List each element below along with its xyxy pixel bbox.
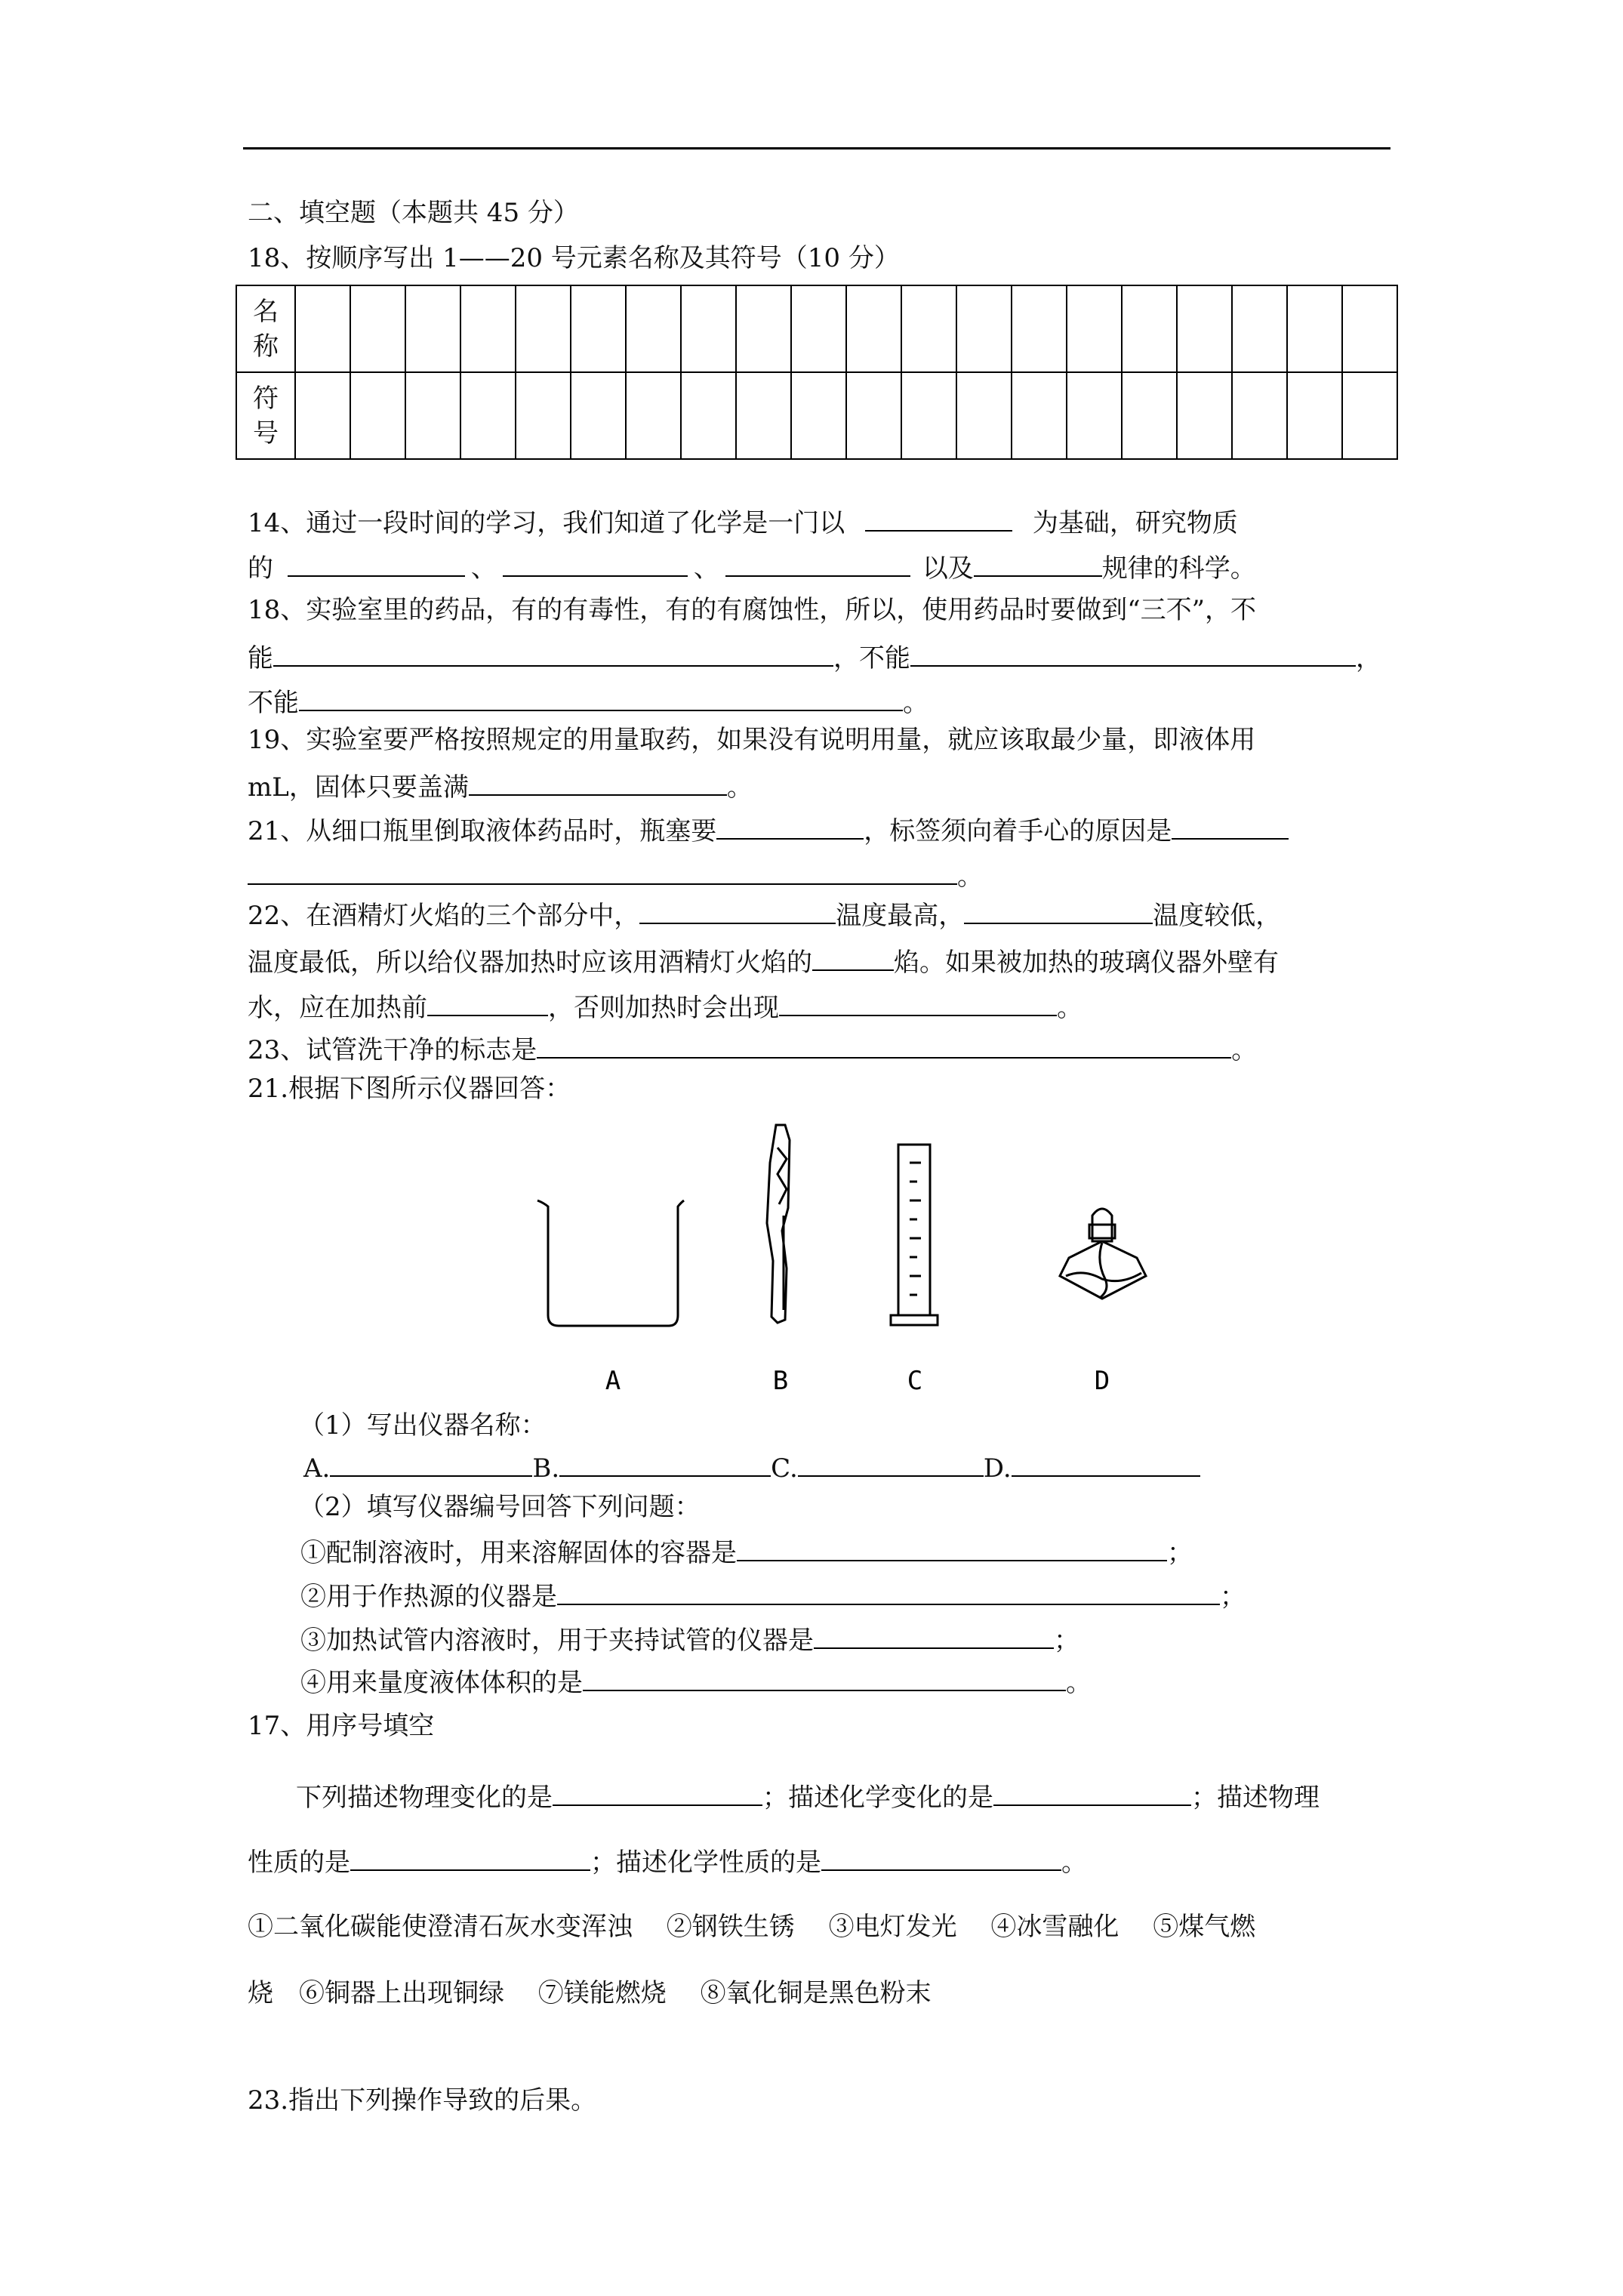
name-cell[interactable] (901, 285, 956, 372)
answer-blank[interactable] (821, 1847, 1061, 1871)
name-cell[interactable] (1342, 285, 1397, 372)
answer-blank[interactable] (553, 1782, 762, 1806)
name-cell[interactable] (1177, 285, 1232, 372)
symbol-cell[interactable] (1287, 372, 1342, 459)
table-row-name (236, 285, 1397, 372)
element-table (236, 285, 1398, 460)
q23b-prompt: 23.指出下列操作导致的后果。 (248, 2085, 597, 2116)
name-cell[interactable] (1122, 285, 1177, 372)
row-label-symbol: 符 号 (236, 372, 295, 459)
apparatus-figure (528, 1117, 1208, 1404)
q17-line1: 下列描述物理变化的是 ；描述化学变化的是 ；描述物理 (296, 1783, 1320, 1813)
name-cell[interactable] (626, 285, 681, 372)
symbol-cell[interactable] (295, 372, 350, 459)
q22-line3: 水，应在加热前 ，否则加热时会出现 。 (248, 993, 1083, 1023)
label-d: D (1094, 1366, 1110, 1396)
symbol-cell[interactable] (1122, 372, 1177, 459)
answer-blank[interactable] (248, 861, 957, 885)
q19-line1: 19、实验室要严格按照规定的用量取药，如果没有说明用量，就应该取最少量，即液体用 (248, 725, 1256, 755)
name-cell[interactable] (460, 285, 516, 372)
name-cell[interactable] (956, 285, 1012, 372)
row-label-name: 名 称 (236, 285, 295, 372)
alcohol-lamp-icon (1060, 1209, 1146, 1299)
name-cell[interactable] (1287, 285, 1342, 372)
answer-blank[interactable] (537, 1034, 1231, 1059)
label-b: B (772, 1366, 789, 1396)
q17-line2: 性质的是 ；描述化学性质的是 。 (248, 1848, 1087, 1878)
q21b-prompt: 21.根据下图所示仪器回答： (248, 1074, 571, 1104)
symbol-cell[interactable] (460, 372, 516, 459)
answer-blank[interactable] (865, 507, 1012, 532)
q17-options-line1: ①二氧化碳能使澄清石灰水变浑浊 ②钢铁生锈 ③电灯发光 ④冰雪融化 ⑤煤气燃 (248, 1912, 1256, 1942)
answer-blank[interactable] (814, 1625, 1054, 1649)
answer-blank[interactable] (725, 553, 910, 577)
top-rule (243, 147, 1390, 149)
answer-blank[interactable] (299, 687, 903, 711)
symbol-cell[interactable] (350, 372, 405, 459)
answer-blank[interactable] (350, 1847, 590, 1871)
name-cell[interactable] (571, 285, 626, 372)
name-cell[interactable] (516, 285, 571, 372)
name-cell[interactable] (1012, 285, 1067, 372)
q21b-item3: ③加热试管内溶液时，用于夹持试管的仪器是 ； (300, 1626, 1079, 1656)
q21a-line1: 21、从细口瓶里倒取液体药品时，瓶塞要 ，标签须向着手心的原因是 (248, 815, 1289, 846)
symbol-cell[interactable] (405, 372, 460, 459)
symbol-cell[interactable] (1342, 372, 1397, 459)
name-cell[interactable] (846, 285, 901, 372)
q19-line2: mL，固体只要盖满 。 (248, 772, 753, 803)
q18b-line2: 能 ，不能 ， (248, 643, 1381, 673)
test-tube-holder-icon (767, 1125, 790, 1323)
answer-blank[interactable] (812, 947, 894, 971)
answer-blank[interactable] (964, 900, 1153, 924)
q21b-item1: ①配制溶液时，用来溶解固体的容器是 ； (300, 1538, 1193, 1568)
symbol-cell[interactable] (681, 372, 736, 459)
name-cell[interactable] (791, 285, 846, 372)
name-cell[interactable] (1232, 285, 1287, 372)
symbol-cell[interactable] (1232, 372, 1287, 459)
label-a: A (605, 1366, 621, 1396)
q21a-line2: 。 (248, 861, 983, 892)
answer-blank[interactable] (993, 1782, 1191, 1806)
answer-blank[interactable] (716, 815, 864, 840)
symbol-cell[interactable] (571, 372, 626, 459)
answer-blank[interactable] (737, 1537, 1167, 1561)
answer-blank[interactable] (583, 1667, 1066, 1691)
q17-prompt: 17、用序号填空 (248, 1711, 435, 1741)
symbol-cell[interactable] (1067, 372, 1122, 459)
q22-line1: 22、在酒精灯火焰的三个部分中， 温度最高， 温度较低， (248, 901, 1282, 931)
answer-blank[interactable] (1012, 1453, 1200, 1477)
q21b-sub2: （2）填写仪器编号回答下列问题： (299, 1492, 701, 1522)
answer-blank[interactable] (503, 553, 688, 577)
answer-blank[interactable] (273, 643, 833, 667)
symbol-cell[interactable] (626, 372, 681, 459)
symbol-cell[interactable] (791, 372, 846, 459)
symbol-cell[interactable] (1177, 372, 1232, 459)
name-cell[interactable] (350, 285, 405, 372)
name-cell[interactable] (681, 285, 736, 372)
name-cell[interactable] (295, 285, 350, 372)
q23a-line: 23、试管洗干净的标志是 。 (248, 1035, 1258, 1065)
beaker-icon (537, 1200, 684, 1326)
name-cell[interactable] (1067, 285, 1122, 372)
answer-blank[interactable] (469, 772, 727, 796)
name-cell[interactable] (736, 285, 791, 372)
symbol-cell[interactable] (956, 372, 1012, 459)
name-cell[interactable] (405, 285, 460, 372)
label-c: C (907, 1366, 923, 1396)
q22-line2: 温度最低，所以给仪器加热时应该用酒精灯火焰的 焰。如果被加热的玻璃仪器外壁有 (248, 948, 1279, 978)
q21b-sub1: （1）写出仪器名称： (299, 1410, 547, 1441)
graduated-cylinder-icon (891, 1145, 938, 1325)
answer-blank[interactable] (910, 643, 1356, 667)
q14-line1: 14、通过一段时间的学习，我们知道了化学是一门以 为基础，研究物质 (248, 508, 1238, 538)
answer-blank[interactable] (974, 553, 1102, 577)
table-row-symbol (236, 372, 1397, 459)
symbol-cell[interactable] (901, 372, 956, 459)
answer-blank[interactable] (330, 1453, 532, 1477)
answer-blank[interactable] (557, 1581, 1220, 1605)
q18-prompt: 18、按顺序写出 1——20 号元素名称及其符号（10 分） (248, 243, 900, 273)
section-title: 二、填空题（本题共 45 分） (248, 198, 579, 228)
q21b-item2: ②用于作热源的仪器是 ； (300, 1582, 1246, 1612)
q18b-line1: 18、实验室里的药品，有的有毒性，有的有腐蚀性，所以，使用药品时要做到“三不”，不 (248, 595, 1257, 625)
answer-blank[interactable] (427, 992, 548, 1016)
answer-blank[interactable] (288, 553, 465, 577)
answer-blank[interactable] (1172, 815, 1289, 840)
symbol-cell[interactable] (736, 372, 791, 459)
q21b-names-row: A. B. C. D. (303, 1453, 1200, 1484)
q21b-item4: ④用来量度液体体积的是 。 (300, 1668, 1092, 1698)
answer-blank[interactable] (779, 992, 1057, 1016)
q17-options-line2: 烧 ⑥铜器上出现铜绿 ⑦镁能燃烧 ⑧氧化铜是黑色粉末 (248, 1978, 932, 2008)
answer-blank[interactable] (639, 900, 836, 924)
answer-blank[interactable] (559, 1453, 771, 1477)
symbol-cell[interactable] (846, 372, 901, 459)
answer-blank[interactable] (798, 1453, 984, 1477)
q18b-line3: 不能 。 (248, 688, 929, 718)
symbol-cell[interactable] (516, 372, 571, 459)
q14-line2: 的 、 、 以及 规律的科学。 (248, 553, 1256, 584)
symbol-cell[interactable] (1012, 372, 1067, 459)
